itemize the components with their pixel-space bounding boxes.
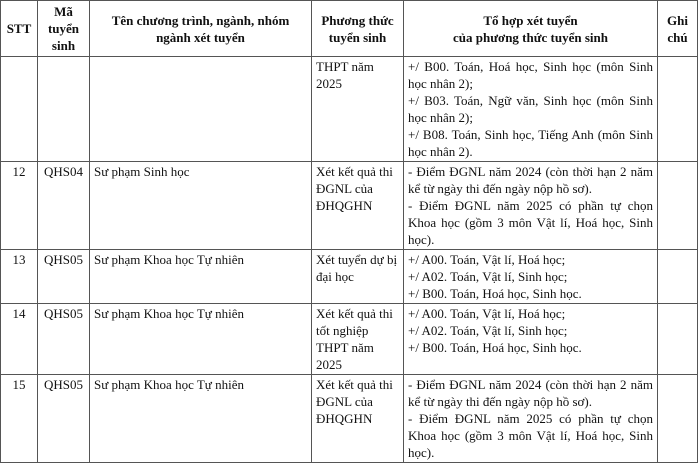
header-stt: STT: [1, 1, 38, 57]
cell-subject-combinations: [404, 162, 658, 250]
cell-stt: [1, 57, 38, 162]
cell-admission-code: [38, 57, 90, 162]
cell-note: [658, 250, 698, 304]
cell-admission-method: Xét kết quả thi ĐGNL của ĐHQGHN: [312, 375, 404, 463]
combination-item: +/ A00. Toán, Vật lí, Hoá học;: [408, 252, 566, 267]
header-method: Phương thức tuyển sinh: [312, 1, 404, 57]
cell-admission-code: QHS05: [38, 304, 90, 375]
cell-subject-combinations: [404, 304, 658, 375]
table-row: [1, 304, 698, 375]
combination-item: +/ B00. Toán, Hoá học, Sinh học.: [408, 340, 582, 355]
combination-item: - Điểm ĐGNL năm 2025 có phần tự chọn Khoa học (gồm 3 môn Vật lí, Hoá học, Sinh học).: [408, 198, 653, 247]
cell-note: [658, 304, 698, 375]
cell-stt: 12: [1, 162, 38, 250]
cell-program-name: Sư phạm Khoa học Tự nhiên: [90, 375, 312, 463]
combination-item: +/ B00. Toán, Hoá học, Sinh học.: [408, 286, 582, 301]
combination-item: - Điểm ĐGNL năm 2024 (còn thời hạn 2 năm kể từ ngày thi đến ngày nộp hồ sơ).: [408, 164, 653, 196]
header-combination-line2: của phương thức tuyển sinh: [452, 29, 608, 45]
table-row: [1, 375, 698, 463]
cell-stt: 13: [1, 250, 38, 304]
combination-item: +/ A02. Toán, Vật lí, Sinh học;: [408, 323, 568, 338]
table-header-row: [1, 1, 698, 57]
combination-item: +/ A00. Toán, Vật lí, Hoá học;: [408, 306, 566, 321]
cell-note: [658, 57, 698, 162]
combination-item: +/ B03. Toán, Ngữ văn, Sinh học (môn Sinh học nhân 2);: [408, 93, 653, 125]
header-program: Tên chương trình, ngành, nhóm ngành xét tuyển: [90, 1, 312, 57]
cell-admission-method: THPT năm 2025: [312, 57, 404, 162]
cell-program-name: Sư phạm Khoa học Tự nhiên: [90, 304, 312, 375]
combination-item: +/ B08. Toán, Sinh học, Tiếng Anh (môn Sinh học nhân 2).: [408, 127, 653, 159]
cell-stt: 15: [1, 375, 38, 463]
cell-admission-method: Xét tuyển dự bị đại học: [312, 250, 404, 304]
header-combination-line1: Tổ hợp xét tuyển: [483, 12, 578, 28]
cell-subject-combinations: [404, 57, 658, 162]
cell-program-name: Sư phạm Sinh học: [90, 162, 312, 250]
header-code: Mã tuyển sinh: [38, 1, 90, 57]
cell-note: [658, 375, 698, 463]
combination-item: +/ B00. Toán, Hoá học, Sinh học (môn Sinh học nhân 2);: [408, 59, 653, 91]
cell-admission-method: Xét kết quả thi ĐGNL của ĐHQGHN: [312, 162, 404, 250]
cell-subject-combinations: [404, 375, 658, 463]
cell-admission-code: QHS05: [38, 250, 90, 304]
cell-admission-method: Xét kết quả thi tốt nghiệp THPT năm 2025: [312, 304, 404, 375]
table-row: [1, 250, 698, 304]
cell-note: [658, 162, 698, 250]
header-combination: [404, 1, 658, 57]
combination-item: - Điểm ĐGNL năm 2024 (còn thời hạn 2 năm kể từ ngày thi đến ngày nộp hồ sơ).: [408, 377, 653, 409]
table-row: [1, 162, 698, 250]
header-note: Ghi chú: [658, 1, 698, 57]
cell-program-name: Sư phạm Khoa học Tự nhiên: [90, 250, 312, 304]
cell-admission-code: QHS05: [38, 375, 90, 463]
combination-item: - Điểm ĐGNL năm 2025 có phần tự chọn Khoa học (gồm 3 môn Vật lí, Hoá học, Sinh học).: [408, 411, 653, 460]
table-row: [1, 57, 698, 162]
cell-stt: 14: [1, 304, 38, 375]
combination-item: +/ A02. Toán, Vật lí, Sinh học;: [408, 269, 568, 284]
cell-admission-code: QHS04: [38, 162, 90, 250]
cell-subject-combinations: [404, 250, 658, 304]
cell-program-name: [90, 57, 312, 162]
table-body: [1, 57, 698, 463]
